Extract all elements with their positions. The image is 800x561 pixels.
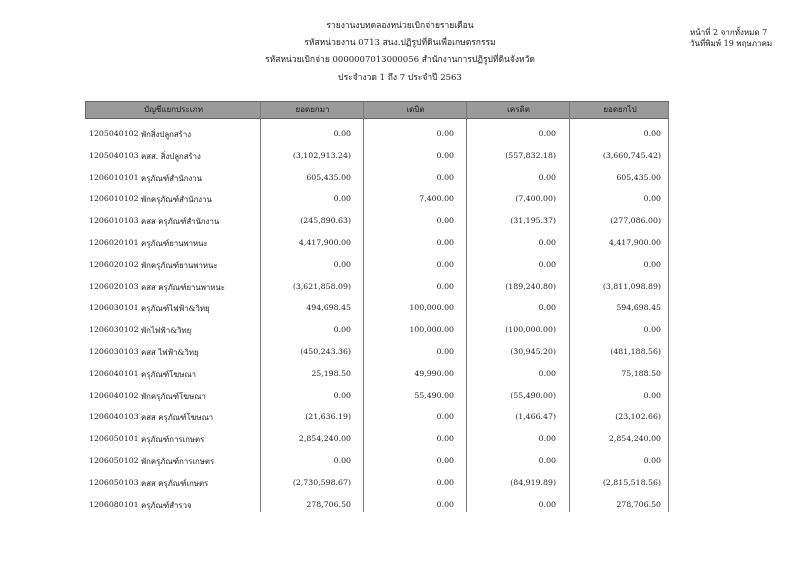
brought-forward-value: 0.00 [333,456,351,465]
brought-forward-value: (3,102,913.24) [292,150,351,160]
credit-value: 0.00 [538,368,556,378]
brought-forward-value: 0.00 [333,390,351,400]
carried-forward-value: 0.00 [643,259,661,269]
debit-value: 0.00 [436,238,454,247]
agency-code-line: รหัสหน่วยงาน 0713 สนง.ปฏิรูปที่ดินเพื่อเกษตรกรรม [304,38,496,48]
account-code: 1206050102 [89,456,139,465]
carried-forward-value: 278,706.50 [616,499,661,509]
debit-value: 0.00 [436,456,454,465]
debit-value: 0.00 [436,499,454,509]
table-row [85,363,669,385]
account-code: 1205040103 [89,150,139,160]
debit-value: 0.00 [436,347,454,356]
brought-forward-value: (21,636.19) [305,412,351,422]
debit-value: 7,400.00 [419,194,454,204]
account-name: คสส ไฟฟ้า&วิทยุ [141,348,199,357]
credit-value: (31,195.37) [510,216,556,226]
credit-value: (84,919.89) [510,477,556,487]
account-code: 1206020103 [89,281,139,291]
account-name: ครุภัณฑ์ไฟฟ้า&วิทยุ [141,304,210,314]
credit-value: (55,490.00) [510,390,556,400]
table-row [85,145,669,167]
credit-value: 0.00 [538,172,556,182]
account-name: คสส ครุภัณฑ์ยานพาหนะ [141,282,225,292]
debit-value: 0.00 [436,477,454,487]
account-code: 1206030103 [89,347,139,356]
debit-value: 55,490.00 [414,390,454,400]
account-code: 1206040103 [89,412,139,422]
table-row [85,472,669,494]
account-name: พักครุภัณฑ์การเกษตร [141,457,215,466]
carried-forward-value: (481,188.56) [610,347,661,356]
carried-forward-value: (23,102.66) [615,412,661,422]
credit-value: 0.00 [538,238,556,247]
brought-forward-value: 0.00 [333,129,351,138]
account-code: 1206030102 [89,325,139,335]
debit-value: 0.00 [436,412,454,422]
account-name: พักครุภัณฑ์ยานพาหนะ [141,260,218,270]
account-code: 1206010103 [89,216,139,226]
credit-value: (1,466.47) [515,412,556,422]
account-name: ครุภัณฑ์ยานพาหนะ [141,239,208,248]
account-name: คสส. สิ่งปลูกสร้าง [141,151,201,161]
debit-value: 0.00 [436,434,454,444]
account-name: พักครุภัณฑ์สำนักงาน [141,195,212,205]
debit-value: 100,000.00 [409,325,454,335]
column-header-credit: เครดิต [507,105,530,114]
credit-value: (30,945.20) [510,347,556,356]
debit-value: 0.00 [436,129,454,138]
debit-value: 100,000.00 [409,303,454,313]
table-row [85,494,669,516]
table-row [85,341,669,363]
debit-value: 0.00 [436,150,454,160]
carried-forward-value: 594,698.45 [616,303,661,313]
credit-value: (7,400.00) [515,194,556,204]
brought-forward-value: 0.00 [333,325,351,335]
trial-balance-table [85,101,669,512]
report-title: รายงานงบทดลองหน่วยเบิกจ่ายรายเดือน [326,21,474,31]
table-row [85,167,669,189]
account-code: 1206020101 [89,238,139,247]
debit-value: 0.00 [436,216,454,226]
page-info [690,27,772,49]
account-name: ครุภัณฑ์การเกษตร [141,435,205,445]
table-header [85,101,669,119]
carried-forward-value: 0.00 [643,194,661,204]
carried-forward-value: 605,435.00 [616,172,661,182]
table-row [85,428,669,450]
account-code: 1206080101 [89,499,139,509]
account-name: คสส ครุภัณฑ์สำนักงาน [141,217,220,227]
disbursement-unit-line: รหัสหน่วยเบิกจ่าย 0000007013000056 สำนักงานการปฏิรูปที่ดินจังหวัด [265,55,535,65]
account-name: พักครุภัณฑ์โฆษณา [141,391,206,401]
credit-value: (557,832.18) [505,150,556,160]
credit-value: 0.00 [538,499,556,509]
page-number: หน้าที่ 2 จากทั้งหมด 7 [690,28,768,37]
column-header-account: บัญชีแยกประเภท [144,105,203,114]
brought-forward-value: 605,435.00 [306,172,351,182]
table-row [85,123,669,145]
carried-forward-value: 2,854,240.00 [608,434,661,444]
table-row [85,188,669,210]
table-row [85,406,669,428]
brought-forward-value: 278,706.50 [306,499,351,509]
brought-forward-value: 4,417,900.00 [298,238,351,247]
account-name: ครุภัณฑ์สำนักงาน [141,173,202,183]
carried-forward-value: 0.00 [643,390,661,400]
credit-value: 0.00 [538,456,556,465]
account-code: 1206040101 [89,368,139,378]
account-name: คสส ครุภัณฑ์โฆษณา [141,413,214,423]
brought-forward-value: (3,621,858.09) [292,281,351,291]
account-code: 1206040102 [89,390,139,400]
brought-forward-value: (245,890.63) [300,216,351,226]
brought-forward-value: 0.00 [333,259,351,269]
account-name: ครุภัณฑ์สำรวจ [141,500,192,510]
account-code: 1206050101 [89,434,139,444]
debit-value: 49,990.00 [414,368,454,378]
carried-forward-value: (277,086.00) [610,216,661,226]
column-header-brought-forward: ยอดยกมา [295,105,330,114]
carried-forward-value: 4,417,900.00 [608,238,661,247]
brought-forward-value: (2,730,598.67) [292,477,351,487]
print-date: วันที่พิมพ์ 19 พฤษภาคม [690,39,773,48]
account-name: คสส ครุภัณฑ์เกษตร [141,478,209,488]
table-row [85,319,669,341]
credit-value: 0.00 [538,434,556,444]
credit-value: 0.00 [538,129,556,138]
table-row [85,297,669,319]
carried-forward-value: (2,815,518.56) [602,477,661,487]
brought-forward-value: 2,854,240.00 [298,434,351,444]
brought-forward-value: 0.00 [333,194,351,204]
account-code: 1205040102 [89,129,139,138]
account-name: พักไฟฟ้า&วิทยุ [141,326,192,336]
table-row [85,450,669,472]
period-line: ประจำงวด 1 ถึง 7 ประจำปี 2563 [338,73,462,83]
table-row [85,232,669,254]
brought-forward-value: 494,698.45 [306,303,351,313]
account-code: 1206050103 [89,477,139,487]
column-header-debit: เดบิต [406,105,425,114]
account-code: 1206010102 [89,194,139,204]
carried-forward-value: 0.00 [643,325,661,335]
carried-forward-value: 0.00 [643,129,661,138]
account-code: 1206020102 [89,259,139,269]
brought-forward-value: (450,243.36) [300,347,351,356]
carried-forward-value: 0.00 [643,456,661,465]
table-row [85,276,669,298]
account-code: 1206030101 [89,303,139,313]
carried-forward-value: 75,188.50 [621,368,661,378]
table-row [85,254,669,276]
brought-forward-value: 25,198.50 [311,368,351,378]
debit-value: 0.00 [436,172,454,182]
carried-forward-value: (3,660,745.42) [602,150,661,160]
account-name: พักสิ่งปลูกสร้าง [141,130,192,139]
carried-forward-value: (3,811,098.89) [602,281,661,291]
debit-value: 0.00 [436,281,454,291]
account-code: 1206010101 [89,172,139,182]
column-header-carried-forward: ยอดยกไป [603,105,637,114]
table-row [85,210,669,232]
account-name: ครุภัณฑ์โฆษณา [141,369,196,379]
credit-value: 0.00 [538,303,556,313]
debit-value: 0.00 [436,259,454,269]
table-row [85,385,669,407]
credit-value: (189,240.80) [505,281,556,291]
credit-value: 0.00 [538,259,556,269]
credit-value: (100,000.00) [505,325,556,335]
